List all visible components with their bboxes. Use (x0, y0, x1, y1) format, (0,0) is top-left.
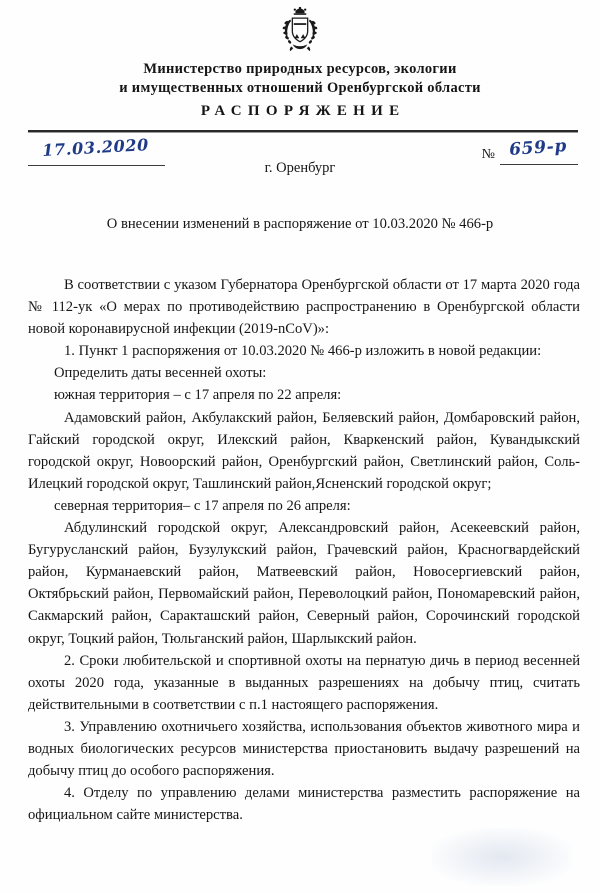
south-territory-districts: Адамовский район, Акбулакский район, Беляевский район, Домбаровский район, Гайский городской округ, Илекский район, Кваркенский район, Кувандыкский городской округ, Новоорский район, Оренбургский район, Светлинский район, Соль-Илецкий городской округ, Ташлинский район,Ясненский городской округ; (28, 409, 580, 492)
city-label: г. Оренбург (264, 160, 336, 176)
paragraph-item-3: 3. Управлению охотничьего хозяйства, использования объектов животного мира и водных биологических ресурсов министерства приостановить выдачу разрешений на добычу птиц до особого распоряжения. (28, 718, 580, 780)
south-territory-header: южная территория – с 17 апреля по 22 апреля: (54, 387, 342, 404)
ministry-name-line-1: Министерство природных ресурсов, экологии (143, 61, 457, 77)
document-subject: О внесении изменений в распоряжение от 10.03.2020 № 466-р (106, 216, 494, 232)
document-header (0, 60, 600, 120)
document-type-title: РАСПОРЯЖЕНИЕ (200, 103, 406, 119)
paragraph-item-2: 2. Сроки любительской и спортивной охоты на пернатую дичь в период весенней охоты 2020 года, указанные в выданных разрешениях на добычу птиц, считать действительными в соответствии с п.1 настоящего распоряжения. (28, 652, 580, 713)
emblem-container (0, 6, 600, 58)
north-territory-districts: Абдулинский городской округ, Александровский район, Асекеевский район, Бугурусланский район, Бузулукский район, Грачевский район, Красногвардейский район, Курманаевский район, Матвеевский район, Новосергиевский район, Октябрьский район, Первомайский район, Переволоцкий район, Пономаревский район, Сакмарский район, Саракташский район, Северный район, Сорочинский городской округ, Тоцкий район, Тюльганский район, Шарлыкский район. (28, 520, 580, 647)
number-handwritten-value: 659-р (508, 136, 568, 161)
paragraph-item-1-intro: Определить даты весенней охоты: (54, 365, 267, 382)
document-body (28, 274, 580, 826)
paragraph-item-1: 1. Пункт 1 распоряжения от 10.03.2020 № 466-р изложить в новой редакции: (64, 343, 542, 360)
paragraph-item-4: 4. Отделу по управлению делами министерства разместить распоряжение на официальном сайте министерства. (28, 785, 580, 824)
north-territory-header: северная территория– с 17 апреля по 26 апреля: (54, 497, 351, 514)
ministry-name-line-2: и имущественных отношений Оренбургской области (119, 80, 481, 96)
header-divider (28, 130, 578, 133)
date-handwritten-value: 17.03.2020 (42, 135, 150, 161)
scan-artifact (432, 828, 572, 886)
paragraph-preamble: В соответствии с указом Губернатора Оренбургской области от 17 марта 2020 года № 112-ук «О мерах по противодействию распространению в Оренбургской области новой коронавирусной инфекции (2019-nCoV)»: (28, 277, 580, 338)
number-label: № (481, 147, 495, 162)
coat-of-arms-icon (274, 6, 326, 58)
